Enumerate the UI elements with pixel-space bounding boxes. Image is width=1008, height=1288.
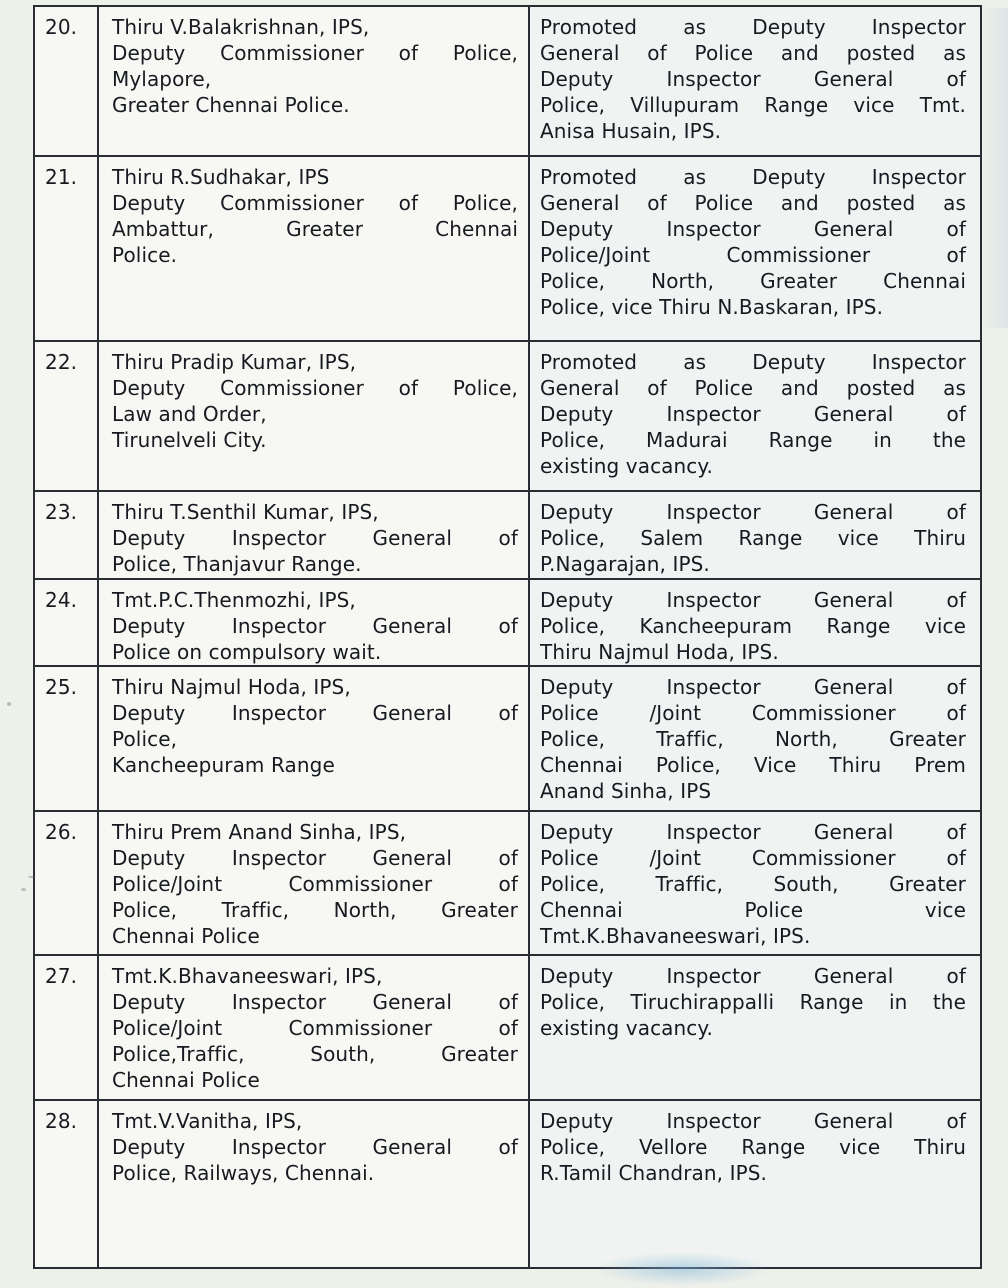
text-line: Deputy Commissioner of Police, <box>112 41 518 65</box>
text-line: existing vacancy. <box>540 1016 713 1040</box>
table-row <box>34 6 981 156</box>
text-line: Police, Villupuram Range vice Tmt. <box>540 93 966 117</box>
text-line: Tmt.K.Bhavaneeswari, IPS, <box>112 964 383 988</box>
table-row <box>34 156 981 341</box>
text-line: Tmt.K.Bhavaneeswari, IPS. <box>540 924 811 948</box>
serial-cell <box>34 666 98 811</box>
scan-speck <box>7 702 11 706</box>
text-line: Chennai Police <box>112 924 260 948</box>
text-line: Thiru T.Senthil Kumar, IPS, <box>112 500 379 524</box>
text-line: Police, Salem Range vice Thiru <box>540 526 966 550</box>
text-line: Deputy Inspector General of <box>540 964 966 988</box>
table-row <box>34 1100 981 1268</box>
text-line: Promoted as Deputy Inspector <box>540 350 966 374</box>
text-line: Anand Sinha, IPS <box>540 779 712 803</box>
text-line: Law and Order, <box>112 402 267 426</box>
order-cell <box>529 6 981 156</box>
text-line: Police, Traffic, North, Greater <box>112 898 518 922</box>
text-line: Police on compulsory wait. <box>112 640 382 664</box>
text-line: Police /Joint Commissioner of <box>540 846 966 870</box>
text-line: Chennai Police, Vice Thiru Prem <box>540 753 966 777</box>
serial-cell <box>34 156 98 341</box>
serial-cell <box>34 1100 98 1268</box>
serial-number: 27. <box>45 964 78 988</box>
text-line: Deputy Inspector General of <box>540 217 966 241</box>
text-line: Police, North, Greater Chennai <box>540 269 966 293</box>
serial-number: 22. <box>45 350 78 374</box>
officer-cell <box>98 1100 529 1268</box>
text-line: Chennai Police vice <box>540 898 966 922</box>
serial-number: 24. <box>45 588 78 612</box>
text-line: Police /Joint Commissioner of <box>540 701 966 725</box>
serial-cell <box>34 579 98 666</box>
officer-cell <box>98 955 529 1100</box>
officer-cell <box>98 156 529 341</box>
text-line: Thiru R.Sudhakar, IPS <box>112 165 330 189</box>
text-line: existing vacancy. <box>540 454 713 478</box>
officer-cell <box>98 6 529 156</box>
text-line: Deputy Inspector General of <box>112 526 518 550</box>
order-cell <box>529 811 981 955</box>
text-line: Police/Joint Commissioner of <box>112 872 518 896</box>
text-line: Mylapore, <box>112 67 212 91</box>
police-transfer-table <box>33 5 982 1269</box>
scan-smudge-right-edge <box>982 8 1008 328</box>
text-line: Chennai Police <box>112 1068 260 1092</box>
table-row <box>34 341 981 491</box>
order-cell <box>529 666 981 811</box>
serial-cell <box>34 6 98 156</box>
order-cell <box>529 491 981 579</box>
text-line: Promoted as Deputy Inspector <box>540 165 966 189</box>
serial-cell <box>34 811 98 955</box>
table-row <box>34 579 981 666</box>
text-line: Deputy Inspector General of <box>540 67 966 91</box>
officer-cell <box>98 666 529 811</box>
text-line: Kancheepuram Range <box>112 753 335 777</box>
serial-number: 20. <box>45 15 78 39</box>
text-line: Deputy Inspector General of <box>540 402 966 426</box>
text-line: Deputy Commissioner of Police, <box>112 191 518 215</box>
text-line: Tirunelveli City. <box>112 428 267 452</box>
order-cell <box>529 1100 981 1268</box>
order-cell <box>529 579 981 666</box>
text-line: General of Police and posted as <box>540 41 966 65</box>
text-line: Deputy Inspector General of <box>540 820 966 844</box>
text-line: Police. <box>112 243 178 267</box>
serial-cell <box>34 341 98 491</box>
text-line: Thiru V.Balakrishnan, IPS, <box>112 15 370 39</box>
officer-cell <box>98 579 529 666</box>
text-line: Deputy Inspector General of <box>540 588 966 612</box>
text-line: Police, Vellore Range vice Thiru <box>540 1135 966 1159</box>
text-line: Greater Chennai Police. <box>112 93 350 117</box>
text-line: General of Police and posted as <box>540 191 966 215</box>
serial-number: 26. <box>45 820 78 844</box>
text-line: Promoted as Deputy Inspector <box>540 15 966 39</box>
table-row <box>34 811 981 955</box>
text-line: Thiru Pradip Kumar, IPS, <box>112 350 357 374</box>
table-row <box>34 491 981 579</box>
text-line: Tmt.V.Vanitha, IPS, <box>112 1109 303 1133</box>
table-body <box>34 6 981 1268</box>
text-line: Police,Traffic, South, Greater <box>112 1042 518 1066</box>
serial-number: 23. <box>45 500 78 524</box>
text-line: Thiru Prem Anand Sinha, IPS, <box>112 820 407 844</box>
officer-cell <box>98 811 529 955</box>
text-line: Deputy Inspector General of <box>540 675 966 699</box>
text-line: Deputy Inspector General of <box>112 701 518 725</box>
text-line: Deputy Commissioner of Police, <box>112 376 518 400</box>
serial-number: 28. <box>45 1109 78 1133</box>
text-line: Deputy Inspector General of <box>112 1135 518 1159</box>
text-line: Anisa Husain, IPS. <box>540 119 722 143</box>
text-line: R.Tamil Chandran, IPS. <box>540 1161 768 1185</box>
text-line: Police, Kancheepuram Range vice <box>540 614 966 638</box>
text-line: Ambattur, Greater Chennai <box>112 217 518 241</box>
table-row <box>34 955 981 1100</box>
text-line: Police/Joint Commissioner of <box>112 1016 518 1040</box>
officer-cell <box>98 491 529 579</box>
text-line: Deputy Inspector General of <box>540 500 966 524</box>
serial-cell <box>34 491 98 579</box>
table-row <box>34 666 981 811</box>
text-line: Police, Traffic, North, Greater <box>540 727 966 751</box>
text-line: Police, Thanjavur Range. <box>112 552 362 576</box>
order-cell <box>529 156 981 341</box>
serial-cell <box>34 955 98 1100</box>
text-line: Deputy Inspector General of <box>112 990 518 1014</box>
text-line: Police, Railways, Chennai. <box>112 1161 375 1185</box>
text-line: Police/Joint Commissioner of <box>540 243 966 267</box>
text-line: Police, Madurai Range in the <box>540 428 966 452</box>
serial-number: 25. <box>45 675 78 699</box>
scan-speck <box>21 888 26 891</box>
text-line: Thiru Najmul Hoda, IPS, <box>112 675 351 699</box>
text-line: Police, Tiruchirappalli Range in the <box>540 990 966 1014</box>
officer-cell <box>98 341 529 491</box>
serial-number: 21. <box>45 165 78 189</box>
text-line: Deputy Inspector General of <box>112 614 518 638</box>
text-line: Police, <box>112 727 178 751</box>
order-cell <box>529 955 981 1100</box>
text-line: Deputy Inspector General of <box>112 846 518 870</box>
text-line: Thiru Najmul Hoda, IPS. <box>540 640 779 664</box>
text-line: P.Nagarajan, IPS. <box>540 552 710 576</box>
text-line: Police, Traffic, South, Greater <box>540 872 966 896</box>
text-line: Police, vice Thiru N.Baskaran, IPS. <box>540 295 884 319</box>
text-line: General of Police and posted as <box>540 376 966 400</box>
text-line: Tmt.P.C.Thenmozhi, IPS, <box>112 588 356 612</box>
order-cell <box>529 341 981 491</box>
text-line: Deputy Inspector General of <box>540 1109 966 1133</box>
